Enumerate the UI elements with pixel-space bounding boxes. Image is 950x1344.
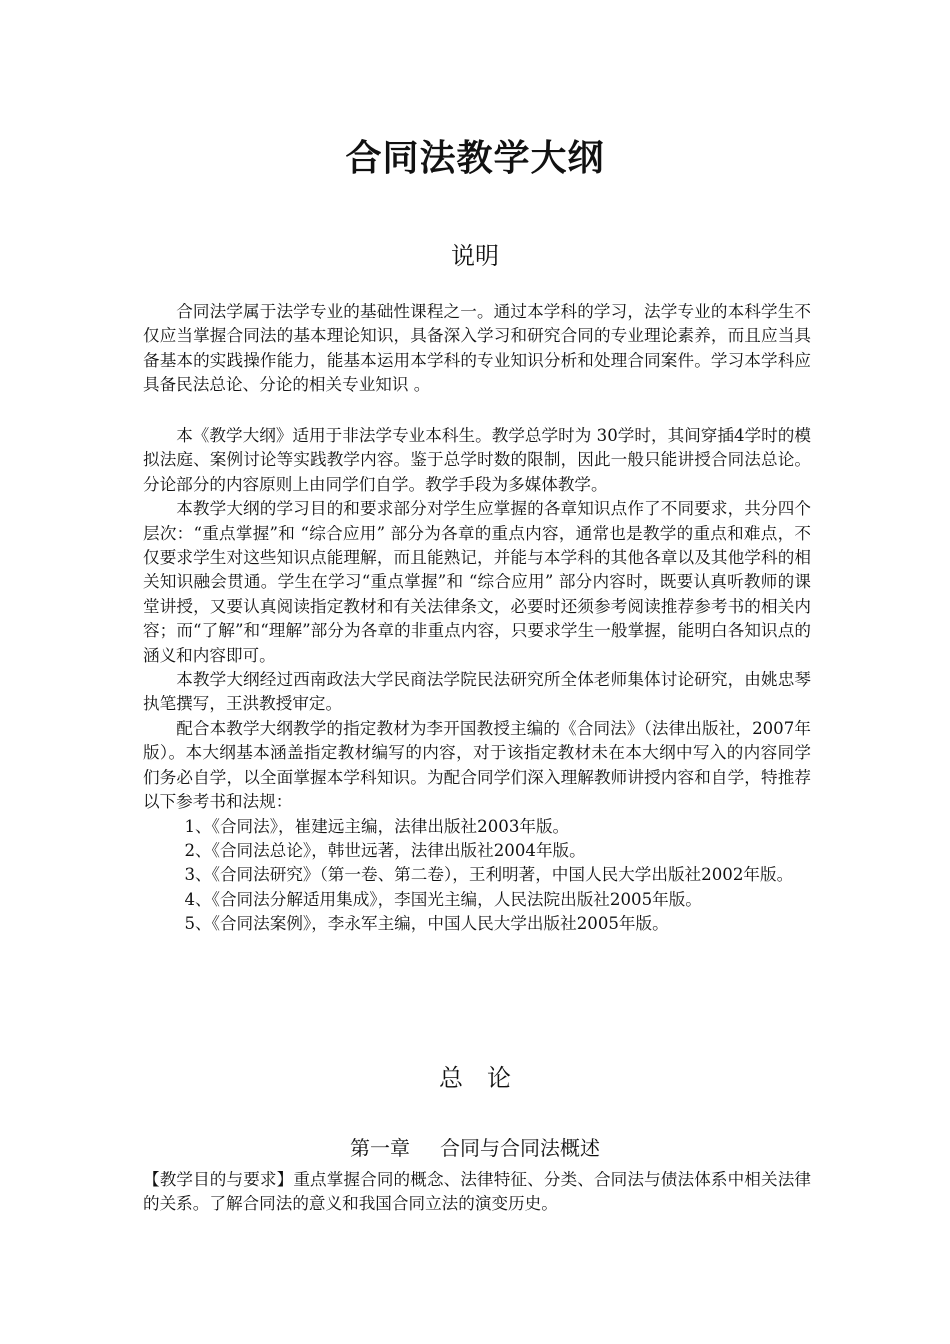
reference-item: 2、《合同法总论》，韩世远著，法律出版社2004年版。	[184, 840, 586, 860]
intro-paragraph: 合同法学属于法学专业的基础性课程之一。通过本学科的学习，法学专业的本科学生不仅应当掌握合同法的基本理论知识，具备深入学习和研究合同的专业理论素养，而且应当具备基本的实践操作能力，能基本运用本学科的专业知识分析和处理合同案件。学习本学科应具备民法总论、分论的相关专业知识 。	[143, 302, 811, 395]
reference-item: 5、《合同法案例》，李永军主编，中国人民大学出版社2005年版。	[184, 914, 669, 934]
chapter-heading	[0, 1132, 950, 1161]
chapter-number: 第一章	[350, 1136, 410, 1160]
chapter-title: 合同与合同法概述	[440, 1136, 600, 1160]
reference-item: 4、《合同法分解适用集成》，李国光主编，人民法院出版社2005年版。	[184, 889, 702, 909]
body-section	[143, 424, 811, 937]
intro-section	[143, 300, 811, 398]
paragraph-levels: 本教学大纲的学习目的和要求部分对学生应掌握的各章知识点作了不同要求，共分四个层次：“重点掌握”和 “综合应用” 部分为各章的重点内容，通常也是教学的重点和难点，不仅要求学生对这些知识点能理解，而且能熟记，并能与本学科的其他各章以及其他学科的相关知识融会贯通。学生在学习“重点掌握”和 “综合应用” 部分内容时，既要认真听教师的课堂讲授，又要认真阅读指定教材和有关法律条文，必要时还须参考阅读推荐参考书的相关内容；而“了解”和“理解”部分为各章的非重点内容，只要求学生一般掌握，能明白各知识点的涵义和内容即可。	[143, 499, 811, 665]
paragraph-textbook: 配合本教学大纲教学的指定教材为李开国教授主编的《合同法》（法律出版社，2007年版）。本大纲基本涵盖指定教材编写的内容，对于该指定教材未在本大纲中写入的内容同学们务必自学，以全面掌握本学科知识。为配合同学们深入理解教师讲授内容和自学，特推荐以下参考书和法规：	[143, 718, 811, 812]
explanation-heading: 说明	[451, 242, 499, 270]
chapter-requirement: 【教学目的与要求】重点掌握合同的概念、法律特征、分类、合同法与债法体系中相关法律的关系。了解合同法的意义和我国合同立法的演变历史。	[143, 1170, 811, 1214]
paragraph-scope: 本《教学大纲》适用于非法学专业本科生。教学总学时为 30学时，其间穿插4学时的模拟法庭、案例讨论等实践教学内容。鉴于总学时数的限制，因此一般只能讲授合同法总论。分论部分的内容原则上由同学们自学。教学手段为多媒体教学。	[143, 426, 811, 494]
general-heading: 总 论	[439, 1064, 511, 1092]
reference-item: 1、《合同法》，崔建远主编，法律出版社2003年版。	[184, 816, 570, 836]
document-title: 合同法教学大纲	[345, 138, 605, 179]
paragraph-authorship: 本教学大纲经过西南政法大学民商法学院民法研究所全体老师集体讨论研究，由姚忠琴执笔撰写，王洪教授审定。	[143, 670, 811, 714]
reference-item: 3、《合同法研究》（第一卷、第二卷），王利明著，中国人民大学出版社2002年版。	[184, 865, 794, 885]
